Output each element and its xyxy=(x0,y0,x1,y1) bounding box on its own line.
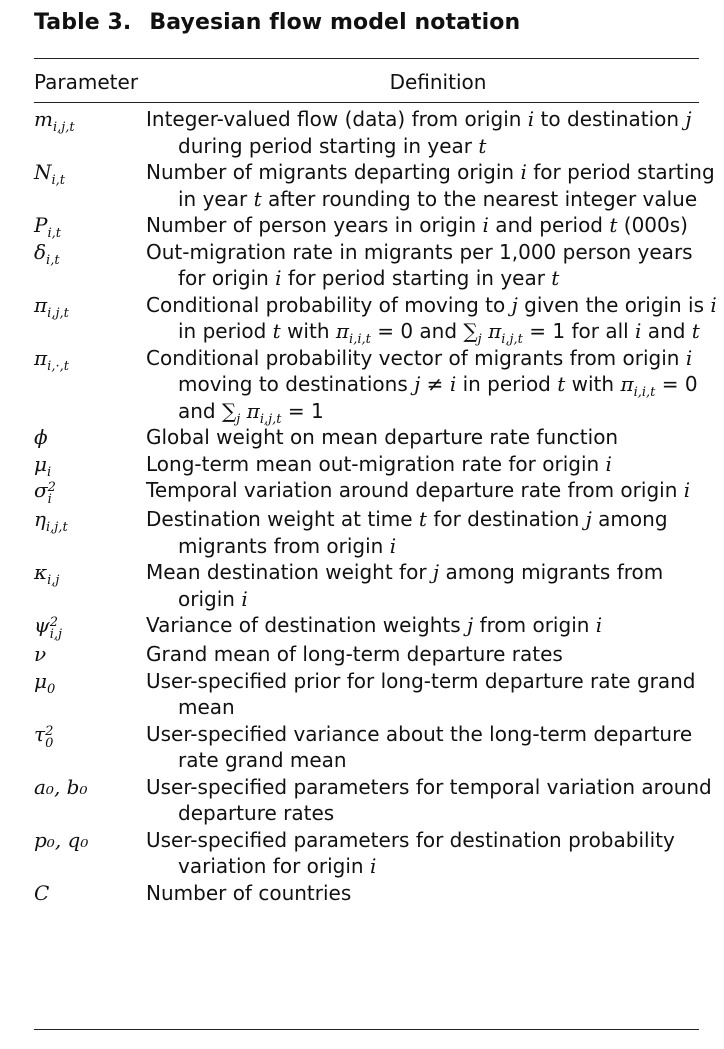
table-number: Table 3. xyxy=(34,10,132,35)
parameter-symbol-base: N xyxy=(34,160,52,184)
parameter-symbol-base: P xyxy=(34,213,48,237)
parameter-symbol-subscript: i,t xyxy=(46,252,60,268)
parameter-symbol-subscript: i xyxy=(47,492,52,507)
parameter-symbol-superscript: 2 xyxy=(45,723,54,739)
parameter-symbol-base: C xyxy=(34,880,50,905)
table-row xyxy=(34,559,724,612)
bottom-rule xyxy=(34,1029,699,1030)
parameter-symbol-subscript: i,j,t xyxy=(45,520,68,535)
parameter-definition: Number of countries xyxy=(146,880,352,905)
parameter-symbol-superscript: 2 xyxy=(49,615,58,630)
table-row xyxy=(34,477,724,506)
parameter-definition: Grand mean of long-term departure rates xyxy=(146,642,563,666)
table-row xyxy=(34,506,724,559)
top-rule xyxy=(34,58,699,59)
parameter-definition: Variance of destination weights j from origin i xyxy=(146,613,603,637)
table-row xyxy=(34,424,724,451)
parameter-definition: Temporal variation around departure rate from origin i xyxy=(146,478,691,502)
table-row xyxy=(34,827,724,880)
column-header-definition: Definition xyxy=(389,70,487,94)
table-row xyxy=(34,668,724,721)
table-row xyxy=(34,880,724,907)
parameter-symbol-indices xyxy=(48,482,56,506)
parameter-definition: Out-migration rate in migrants per 1,000 person years for origin i for period starting in year t xyxy=(146,239,693,290)
table-row xyxy=(34,451,724,478)
parameter-symbol-indices xyxy=(50,617,62,641)
parameter-definition: User-specified prior for long-term departure rate grand mean xyxy=(146,668,696,719)
parameter-definition: Number of person years in origin i and period t (000s) xyxy=(146,213,688,237)
parameter-symbol-base: ν xyxy=(34,642,47,666)
parameter-symbol-base: ϕ xyxy=(34,425,48,449)
parameter-symbol-base: p₀, q₀ xyxy=(34,827,89,852)
parameter-definition: Integer-valued flow (data) from origin i to destination j during period starting in year t xyxy=(146,107,692,158)
parameter-symbol-base: κ xyxy=(34,560,48,584)
parameter-definition: Global weight on mean departure rate function xyxy=(146,425,619,449)
parameter-symbol-base: m xyxy=(34,107,53,131)
notation-table xyxy=(34,106,724,906)
parameter-definition: Conditional probability vector of migrants from origin i moving to destinations j ≠ i in period t with $\pi_{i,i,t} = 0$ and $\sum_j$ $\pi_{i,j,t} = 1$ xyxy=(146,345,698,427)
table-title-text: Bayesian flow model notation xyxy=(149,10,521,35)
parameter-symbol-base: η xyxy=(34,507,46,531)
table-title xyxy=(34,10,520,35)
table-row xyxy=(34,239,724,292)
parameter-symbol-base: ψ xyxy=(34,613,50,637)
parameter-symbol-subscript: 0 xyxy=(45,735,54,751)
table-row xyxy=(34,159,724,212)
table-row xyxy=(34,641,724,668)
column-header-parameter: Parameter xyxy=(34,70,139,94)
parameter-symbol-subscript: i,j xyxy=(47,573,60,588)
notation-table-body xyxy=(34,106,724,906)
parameter-symbol-base: δ xyxy=(34,239,47,264)
parameter-definition: User-specified parameters for temporal variation around departure rates xyxy=(146,774,712,825)
parameter-definition: Mean destination weight for j among migrants from origin i xyxy=(146,560,664,611)
parameter-symbol-base: π xyxy=(34,292,48,317)
parameter-symbol-subscript: 0 xyxy=(47,681,56,697)
parameter-symbol-subscript: i,t xyxy=(51,173,66,188)
table-row xyxy=(34,612,724,641)
parameter-symbol-subscript: i,·,t xyxy=(47,358,69,374)
parameter-symbol-indices xyxy=(45,723,54,751)
parameter-symbol-base: μ xyxy=(34,451,47,476)
parameter-definition: Conditional probability of moving to j given the origin is i in period t with $\pi_{i,i,t} = 0$ and $\sum_j$ $\pi_{i,j,t} = 1$ for all i and t xyxy=(146,292,717,347)
parameter-symbol-base: a₀, b₀ xyxy=(34,774,88,799)
table-row xyxy=(34,106,724,159)
parameter-symbol-subscript: i,j,t xyxy=(47,305,69,321)
header-rule xyxy=(34,102,699,103)
parameter-definition: User-specified variance about the long-term departure rate grand mean xyxy=(146,721,693,772)
table-row xyxy=(34,721,724,774)
table-row xyxy=(34,774,724,827)
parameter-definition: Destination weight at time t for destination j among migrants from origin i xyxy=(146,507,668,558)
table-row xyxy=(34,345,724,425)
parameter-symbol-base: σ xyxy=(34,478,48,502)
parameter-symbol-subscript: i xyxy=(47,464,52,480)
parameter-definition: Number of migrants departing origin i for period starting in year t after rounding to the nearest integer value xyxy=(146,160,715,211)
table-row xyxy=(34,292,724,345)
parameter-symbol-subscript: i,j,t xyxy=(52,120,75,135)
parameter-symbol-subscript: i,t xyxy=(47,226,61,241)
parameter-symbol-superscript: 2 xyxy=(47,480,56,495)
table-row xyxy=(34,212,724,239)
parameter-symbol-base: μ xyxy=(34,668,47,693)
parameter-definition: Long-term mean out-migration rate for origin i xyxy=(146,451,612,476)
parameter-symbol-base: τ xyxy=(34,721,46,746)
parameter-symbol-subscript: i,j xyxy=(49,627,63,642)
parameter-symbol-base: π xyxy=(34,345,48,370)
parameter-definition: User-specified parameters for destination probability variation for origin i xyxy=(146,827,675,878)
